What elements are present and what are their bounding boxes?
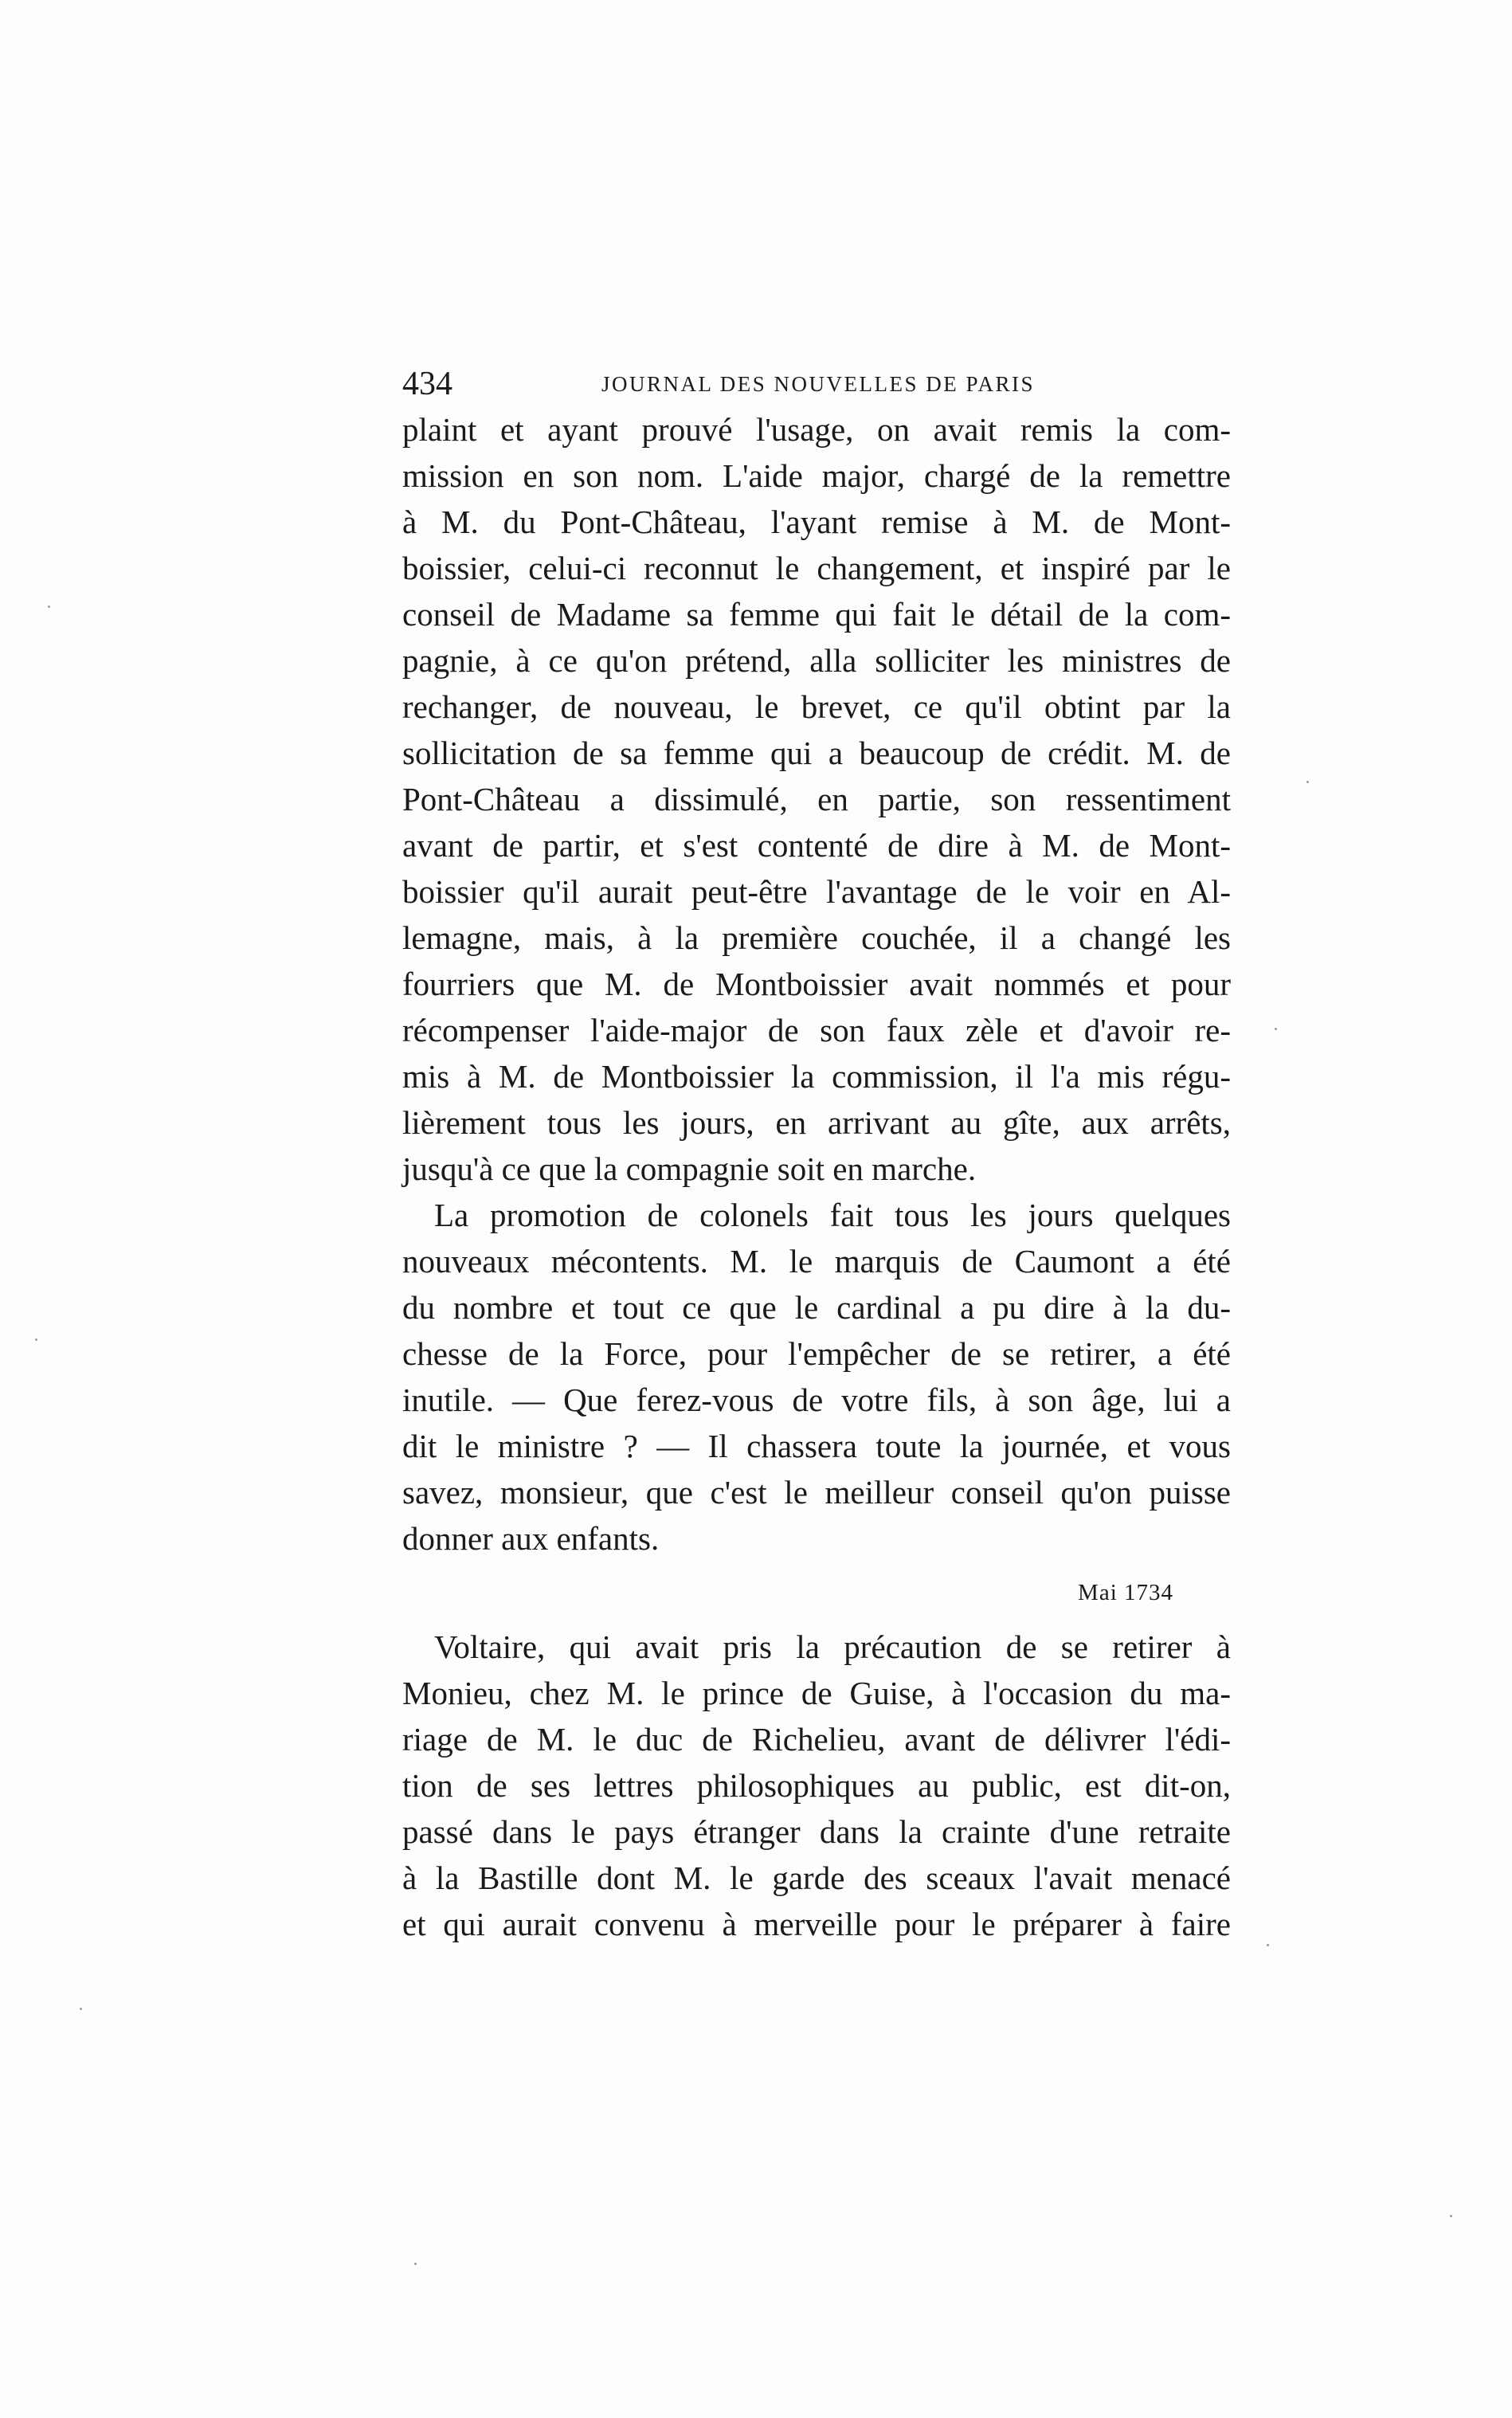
text-line: pagnie, à ce qu'on prétend, alla solliciter les ministres de — [402, 642, 1231, 679]
text-line: jusqu'à ce que la compagnie soit en marche. — [402, 1150, 977, 1187]
text-line: chesse de la Force, pour l'empêcher de se retirer, a été — [402, 1335, 1231, 1372]
text-line: nouveaux mécontents. M. le marquis de Caumont a été — [402, 1243, 1231, 1280]
text-line: Monieu, chez M. le prince de Guise, à l'occasion du ma- — [402, 1675, 1231, 1711]
paragraph-1 — [402, 406, 1231, 1192]
paper-speck — [1306, 781, 1309, 783]
text-line: dit le ministre ? — Il chassera toute la journée, et vous — [402, 1428, 1231, 1464]
text-line: lièrement tous les jours, en arrivant au gîte, aux arrêts, — [402, 1104, 1231, 1141]
body-text — [402, 406, 1231, 1947]
paper-speck — [1450, 2215, 1452, 2217]
running-title: JOURNAL DES NOUVELLES DE PARIS — [601, 372, 1036, 396]
text-line: Pont-Château a dissimulé, en partie, son ressentiment — [402, 781, 1231, 817]
text-line: avant de partir, et s'est contenté de dire à M. de Mont- — [402, 827, 1231, 864]
text-line: lemagne, mais, à la première couchée, il a changé les — [402, 919, 1231, 956]
text-line: boissier qu'il aurait peut-être l'avantage de le voir en Al- — [402, 873, 1231, 910]
spacer — [402, 1562, 1231, 1570]
paper-speck — [1267, 1944, 1269, 1946]
text-line: passé dans le pays étranger dans la crainte d'une retraite — [402, 1813, 1231, 1850]
running-head — [402, 360, 1231, 408]
text-line: fourriers que M. de Montboissier avait nommés et pour — [402, 966, 1231, 1002]
paper-speck — [1275, 1028, 1277, 1030]
text-line: savez, monsieur, que c'est le meilleur conseil qu'on puisse — [402, 1474, 1231, 1511]
paper-speck — [35, 1338, 37, 1341]
text-line: rechanger, de nouveau, le brevet, ce qu'il obtint par la — [402, 688, 1231, 725]
paragraph-2 — [402, 1192, 1231, 1562]
dateline: Mai 1734 — [1078, 1580, 1173, 1605]
text-line: inutile. — Que ferez-vous de votre fils, à son âge, lui a — [402, 1381, 1231, 1418]
paper-speck — [80, 2008, 82, 2010]
text-line: sollicitation de sa femme qui a beaucoup de crédit. M. de — [402, 735, 1231, 771]
paper-speck — [414, 2263, 417, 2265]
text-line: riage de M. le duc de Richelieu, avant de délivrer l'édi- — [402, 1721, 1231, 1758]
text-line: mis à M. de Montboissier la commission, il l'a mis régu- — [402, 1058, 1231, 1095]
text-line: conseil de Madame sa femme qui fait le détail de la com- — [402, 596, 1231, 633]
text-line: du nombre et tout ce que le cardinal a pu dire à la du- — [402, 1289, 1231, 1326]
page-number: 434 — [402, 366, 452, 402]
text-line: à la Bastille dont M. le garde des sceaux l'avait menacé — [402, 1860, 1231, 1896]
spacer — [402, 1616, 1231, 1624]
paper-speck — [48, 605, 50, 608]
text-line: boissier, celui-ci reconnut le changement, et inspiré par le — [402, 550, 1231, 586]
text-line: La promotion de colonels fait tous les jours quelques — [434, 1197, 1231, 1233]
text-line: plaint et ayant prouvé l'usage, on avait remis la com- — [402, 411, 1231, 448]
text-line: tion de ses lettres philosophiques au public, est dit-on, — [402, 1767, 1231, 1804]
text-line: mission en son nom. L'aide major, chargé de la remettre — [402, 457, 1231, 494]
paragraph-3 — [402, 1624, 1231, 1947]
text-line: donner aux enfants. — [402, 1520, 660, 1557]
text-line: récompenser l'aide-major de son faux zèle et d'avoir re- — [402, 1012, 1231, 1048]
text-line: à M. du Pont-Château, l'ayant remise à M. de Mont- — [402, 504, 1231, 540]
text-line: et qui aurait convenu à merveille pour le préparer à faire — [402, 1906, 1231, 1942]
text-line: Voltaire, qui avait pris la précaution de se retirer à — [434, 1628, 1231, 1665]
